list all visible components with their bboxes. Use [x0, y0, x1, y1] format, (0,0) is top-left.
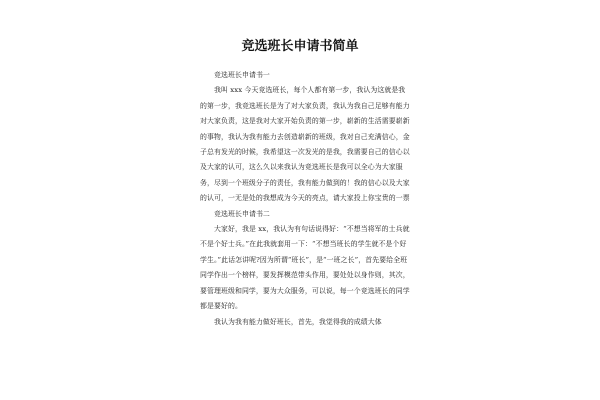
- document-body: [200, 68, 412, 330]
- section-2-paragraph-2: 我认为我有能力做好班长，首先，我觉得我的成绩大体: [214, 317, 382, 326]
- section-heading-2: 竞选班长申请书二: [214, 209, 270, 218]
- section-heading-1: 竞选班长申请书一: [214, 71, 270, 79]
- section-2-paragraph-1: 大家好，我是 xx，我认为有句话说得好：“不想当将军的士兵就不是个好士兵。”在此我就套用一下：“不想当班长的学生就不是个好学生。”此话怎讲呢?因为所谓“班长”，是“一班之长”，首先要给全班同学作出一个榜样，要发挥模范带头作用，要处处以身作则，其次，要管理班级和同学，要为大众服务，可以说，每一个竞选班长的同学都是要好的。: [200, 225, 410, 311]
- document-title: 竞选班长申请书简单: [241, 39, 359, 54]
- section-1-paragraph: 我叫 xxx 今天竞选班长，每个人都有第一步，我认为这就是我的第一步，我竞选班长是为了对大家负责，我认为我自己足够有能力对大家负责，这是我对大家开始负责的第一步，崭新的生活需要崭新的事物，我认为我有能力去创造崭新的班级，我对自己充满信心，金子总有发光的时候，我希望这一次发光的是我，我需要自己的信心以及大家的认可，这么久以来我认为竞选班长是我可以全心为大家服务，尽到一个班级分子的责任，我有能力做到的！我的信心以及大家的认可，一无是处的我想成为今天的亮点，请大家投上你宝贵的一票: [200, 86, 410, 203]
